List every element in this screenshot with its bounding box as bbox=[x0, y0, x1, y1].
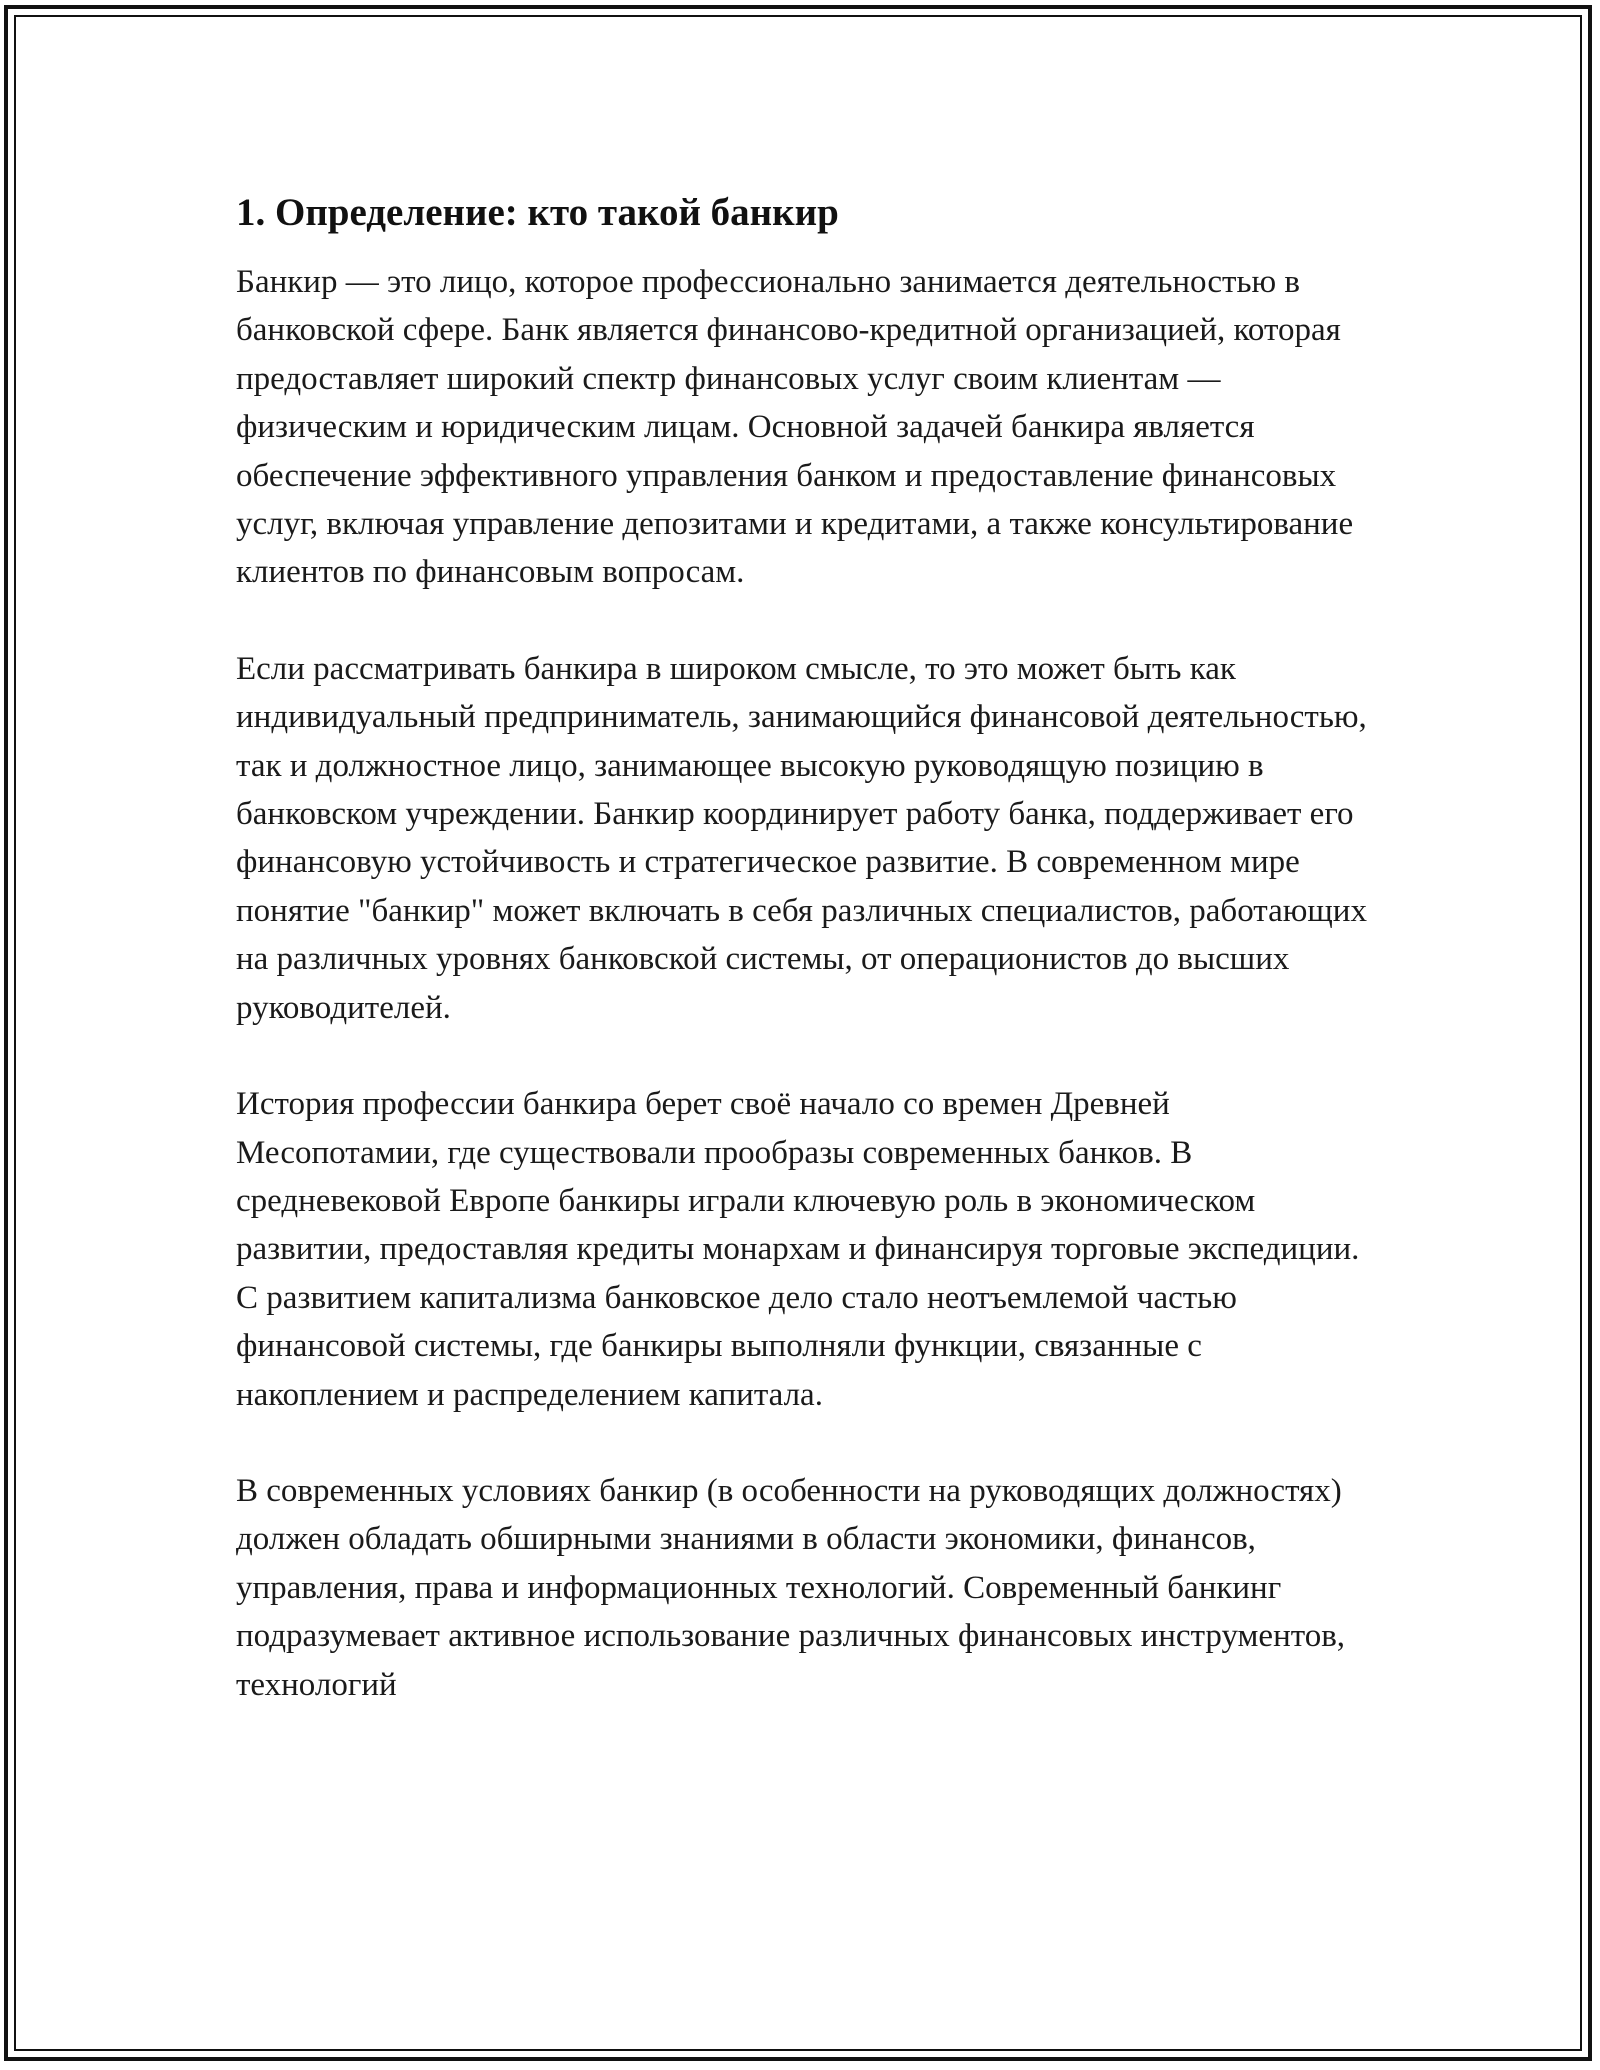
paragraph-broad-sense: Если рассматривать банкира в широком смысле, то это может быть как индивидуальный предприниматель, занимающийся финансовой деятельностью, так и должностное лицо, занимающее высокую руководящую позицию в банковском учреждении. Банкир координирует работу банка, поддерживает его финансовую устойчивость и стратегическое развитие. В современном мире понятие "банкир" может включать в себя различных специалистов, работающих на различных уровнях банковской системы, от операционистов до высших руководителей. bbox=[236, 650, 1367, 1026]
document-body bbox=[236, 186, 1376, 1757]
paragraph-history: История профессии банкира берет своё начало со времен Древней Месопотамии, где существовали прообразы современных банков. В средневековой Европе банкиры играли ключевую роль в экономическом развитии, предоставляя кредиты монархам и финансируя торговые экспедиции. С развитием капитализма банковское дело стало неотъемлемой частью финансовой системы, где банкиры выполняли функции, связанные с накоплением и распределением капитала. bbox=[236, 1086, 1360, 1413]
paragraph-definition: Банкир — это лицо, которое профессионально занимается деятельностью в банковской сфере. Банк является финансово-кредитной организацией, которая предоставляет широкий спектр финансовых услуг своим клиентам — физическим и юридическим лицам. Основной задачей банкира является обеспечение эффективного управления банком и предоставление финансовых услуг, включая управление депозитами и кредитами, а также консультирование клиентов по финансовым вопросам. bbox=[236, 264, 1354, 591]
section-heading: 1. Определение: кто такой банкир bbox=[236, 191, 839, 234]
paragraph-modern-conditions: В современных условиях банкир (в особенности на руководящих должностях) должен обладать обширными знаниями в области экономики, финансов, управления, права и информационных технологий. Современный банкинг подразумевает активное использование различных финансовых инструментов, технологий bbox=[236, 1472, 1346, 1703]
